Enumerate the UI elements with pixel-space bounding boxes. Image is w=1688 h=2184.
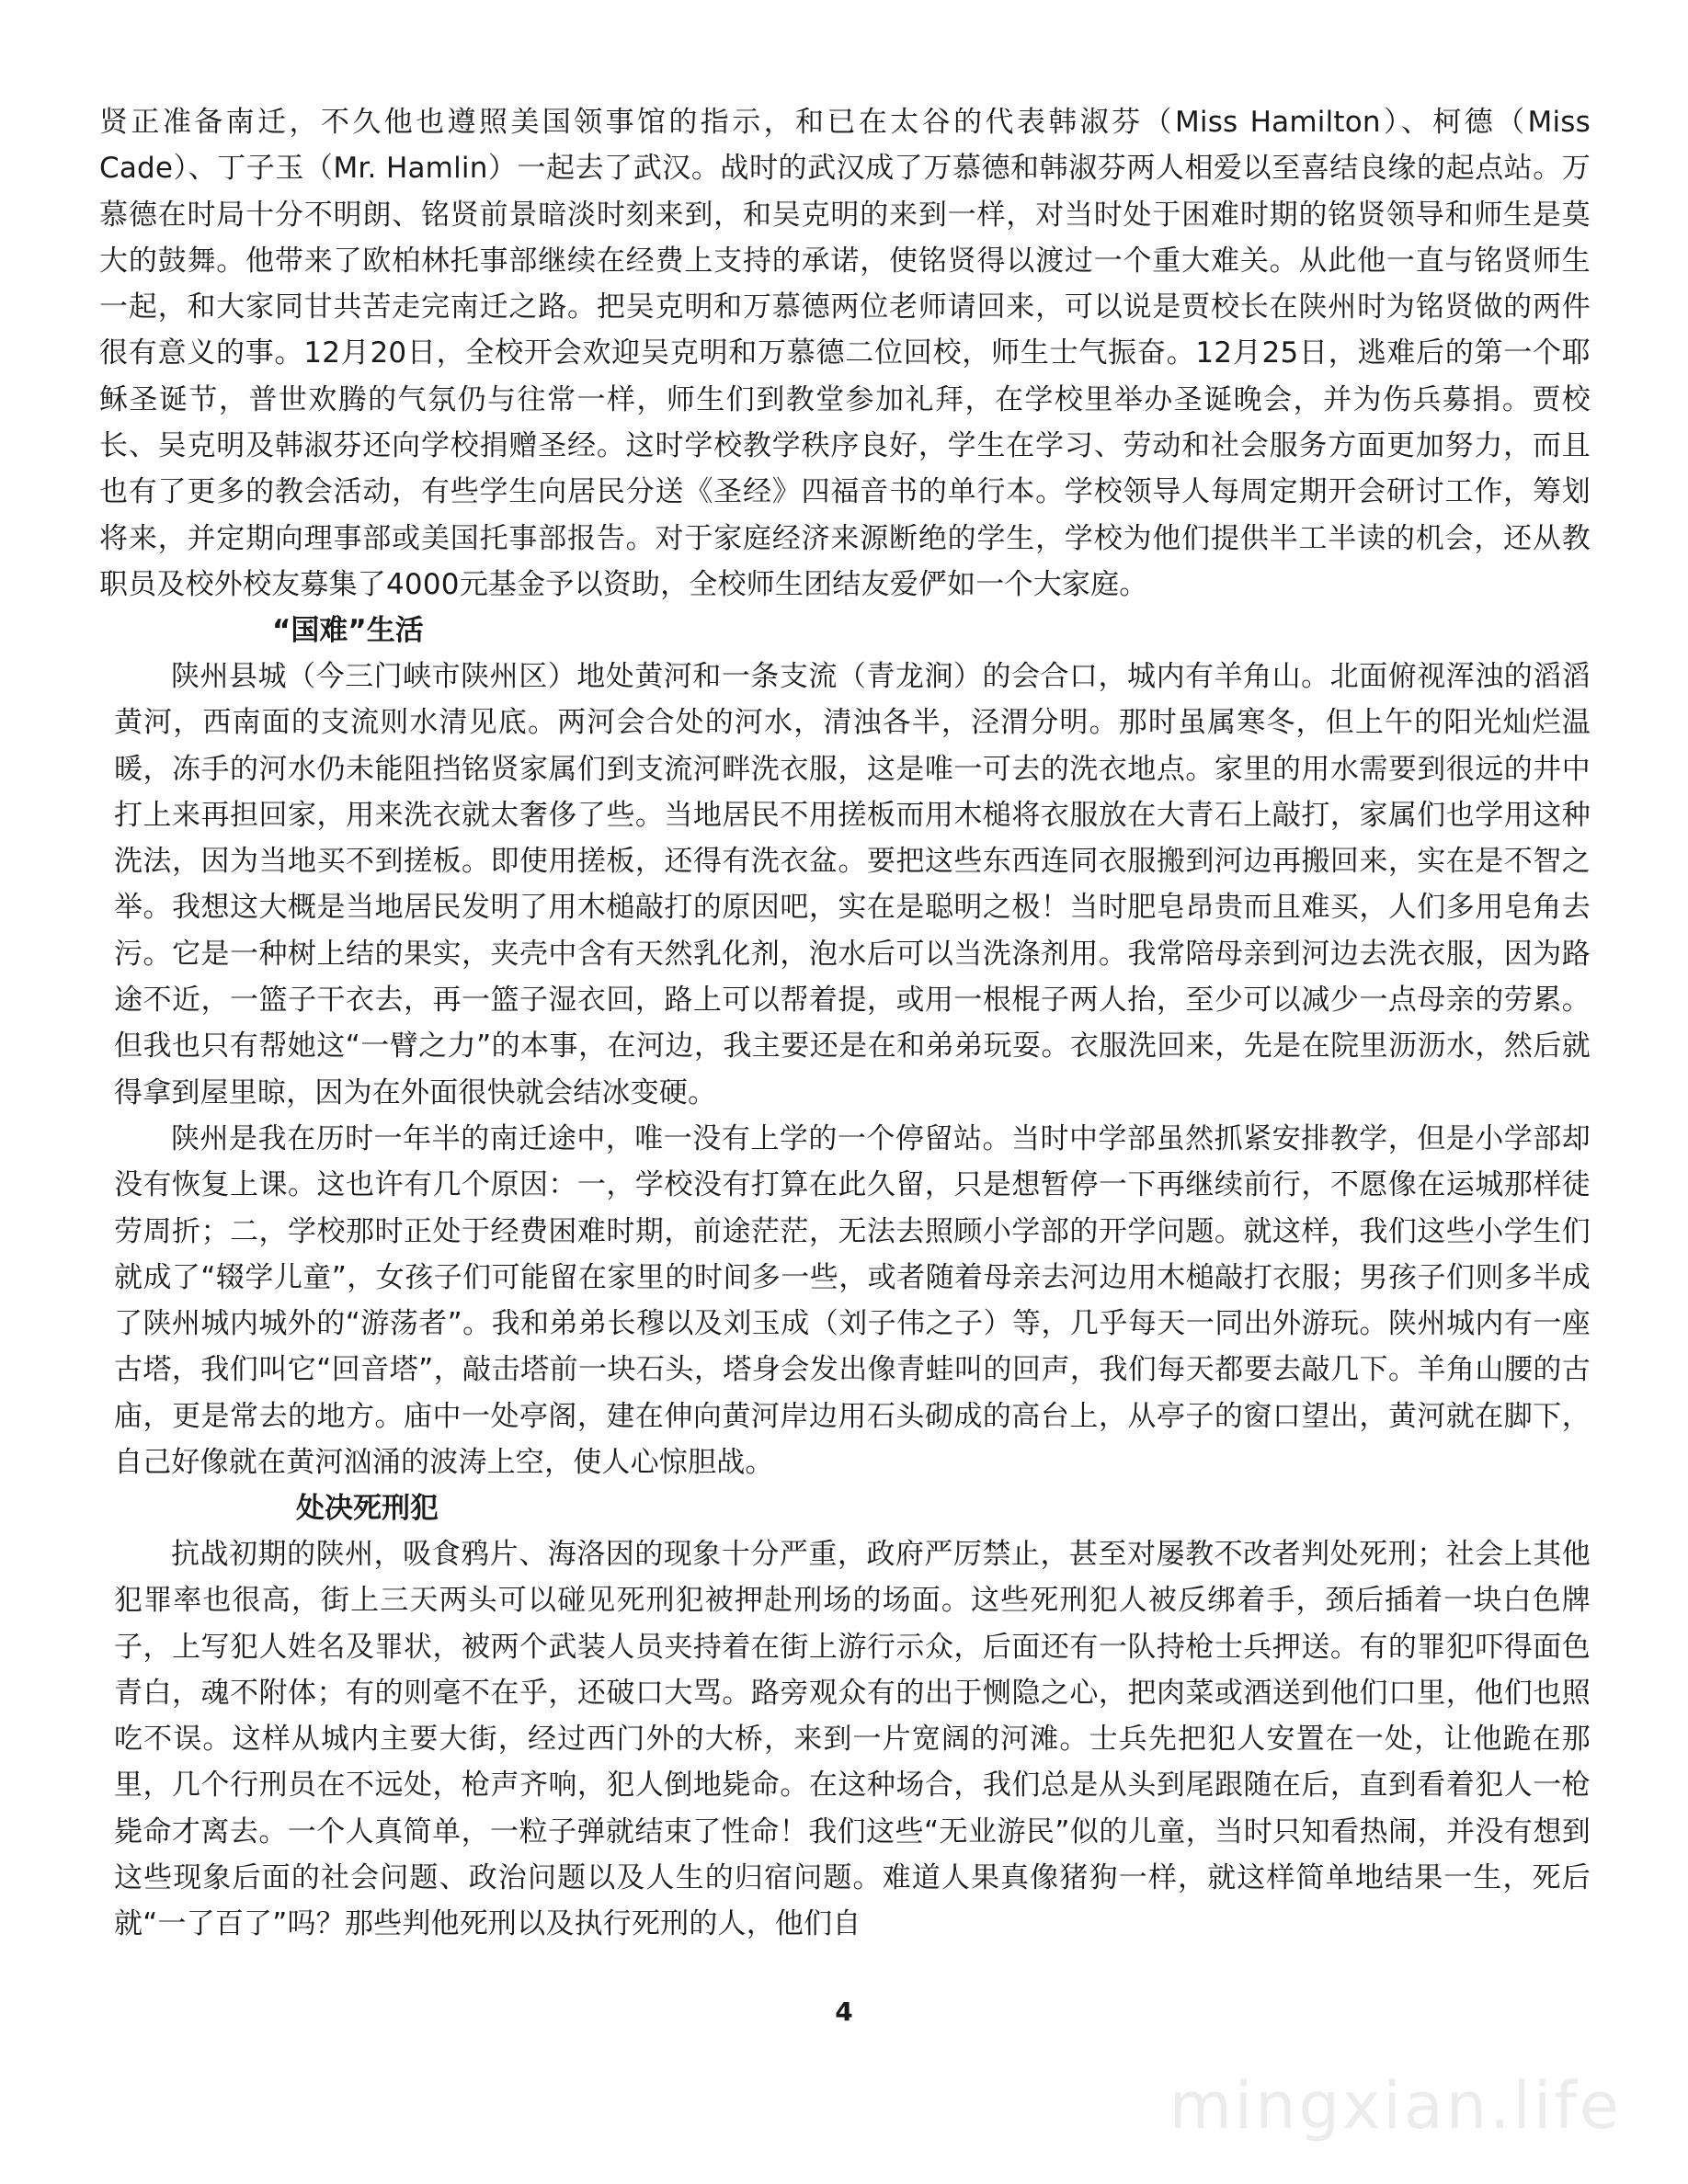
body-paragraph-4: 抗战初期的陕州，吸食鸦片、海洛因的现象十分严重，政府严厉禁止，甚至对屡教不改者判处死刑；社会上其他犯罪率也很高，街上三天两头可以碰见死刑犯被押赴刑场的场面。这些死刑犯人被反绑着手，颈后插着一块白色牌子，上写犯人姓名及罪状，被两个武装人员夹持着在街上游行示众，后面还有一队持枪士兵押送。有的罪犯吓得面色青白，魂不附体；有的则毫不在乎，还破口大骂。路旁观众有的出于恻隐之心，把肉菜或酒送到他们口里，他们也照吃不误。这样从城内主要大街，经过西门外的大桥，来到一片宽阔的河滩。士兵先把犯人安置在一处，让他跪在那里，几个行刑员在不远处，枪声齐响，犯人倒地毙命。在这种场合，我们总是从头到尾跟随在后，直到看着犯人一枪毙命才离去。一个人真简单，一粒子弹就结束了性命！我们这些“无业游民”似的儿童，当时只知看热闹，并没有想到这些现象后面的社会问题、政治问题以及人生的归宿问题。难道人果真像猪狗一样，就这样简单地结果一生，死后就“一了百了”吗？那些判他死刑以及执行死刑的人，他们自 <box>114 1538 1591 1941</box>
section-heading-national-crisis-life: “国难”生活 <box>272 614 424 647</box>
page-number: 4 <box>835 1996 853 2027</box>
body-paragraph-3: 陕州是我在历时一年半的南迁途中，唯一没有上学的一个停留站。当时中学部虽然抓紧安排教学，但是小学部却没有恢复上课。这也许有几个原因：一，学校没有打算在此久留，只是想暂停一下再继续前行，不愿像在运城那样徒劳周折；二，学校那时正处于经费困难时期，前途茫茫，无法去照顾小学部的开学问题。就这样，我们这些小学生们就成了“辍学儿童”，女孩子们可能留在家里的时间多一些，或者随着母亲去河边用木槌敲打衣服；男孩子们则多半成了陕州城内城外的“游荡者”。我和弟弟长穆以及刘玉成（刘子伟之子）等，几乎每天一同出外游玩。陕州城内有一座古塔，我们叫它“回音塔”，敲击塔前一块石头，塔身会发出像青蛙叫的回声，我们每天都要去敲几下。羊角山腰的古庙，更是常去的地方。庙中一处亭阁，建在伸向黄河岸边用石头砌成的高台上，从亭子的窗口望出，黄河就在脚下，自己好像就在黄河汹涌的波涛上空，使人心惊胆战。 <box>114 1122 1591 1480</box>
site-watermark: mingxian.life <box>1169 2068 1622 2144</box>
body-paragraph-1: 贤正准备南迁，不久他也遵照美国领事馆的指示，和已在太谷的代表韩淑芬（Miss Hamilton）、柯德（Miss Cade）、丁子玉（Mr. Hamlin）一起去了武汉。战时的武汉成了万慕德和韩淑芬两人相爱以至喜结良缘的起点站。万慕德在时局十分不明朗、铭贤前景暗淡时刻来到，和吴克明的来到一样，对当时处于困难时期的铭贤领导和师生是莫大的鼓舞。他带来了欧柏林托事部继续在经费上支持的承诺，使铭贤得以渡过一个重大难关。从此他一直与铭贤师生一起，和大家同甘共苦走完南迁之路。把吴克明和万慕德两位老师请回来，可以说是贾校长在陕州时为铭贤做的两件很有意义的事。12月20日，全校开会欢迎吴克明和万慕德二位回校，师生士气振奋。12月25日，逃难后的第一个耶稣圣诞节，普世欢腾的气氛仍与往常一样，师生们到教堂参加礼拜，在学校里举办圣诞晚会，并为伤兵募捐。贾校长、吴克明及韩淑芬还向学校捐赠圣经。这时学校教学秩序良好，学生在学习、劳动和社会服务方面更加努力，而且也有了更多的教会活动，有些学生向居民分送《圣经》四福音书的单行本。学校领导人每周定期开会研讨工作，筹划将来，并定期向理事部或美国托事部报告。对于家庭经济来源断绝的学生，学校为他们提供半工半读的机会，还从教职员及校外校友募集了4000元基金予以资助，全校师生团结友爱俨如一个大家庭。 <box>99 106 1591 601</box>
section-heading-execution: 处决死刑犯 <box>296 1492 439 1525</box>
body-paragraph-2: 陕州县城（今三门峡市陕州区）地处黄河和一条支流（青龙涧）的会合口，城内有羊角山。北面俯视浑浊的滔滔黄河，西南面的支流则水清见底。两河会合处的河水，清浊各半，泾渭分明。那时虽属寒冬，但上午的阳光灿烂温暖，冻手的河水仍未能阻挡铭贤家属们到支流河畔洗衣服，这是唯一可去的洗衣地点。家里的用水需要到很远的井中打上来再担回家，用来洗衣就太奢侈了些。当地居民不用搓板而用木槌将衣服放在大青石上敲打，家属们也学用这种洗法，因为当地买不到搓板。即使用搓板，还得有洗衣盆。要把这些东西连同衣服搬到河边再搬回来，实在是不智之举。我想这大概是当地居民发明了用木槌敲打的原因吧，实在是聪明之极！当时肥皂昂贵而且难买，人们多用皂角去污。它是一种树上结的果实，夹壳中含有天然乳化剂，泡水后可以当洗涤剂用。我常陪母亲到河边去洗衣服，因为路途不近，一篮子干衣去，再一篮子湿衣回，路上可以帮着提，或用一根棍子两人抬，至少可以减少一点母亲的劳累。但我也只有帮她这“一臂之力”的本事，在河边，我主要还是在和弟弟玩耍。衣服洗回来，先是在院里沥沥水，然后就得拿到屋里晾，因为在外面很快就会结冰变硬。 <box>114 660 1591 1109</box>
